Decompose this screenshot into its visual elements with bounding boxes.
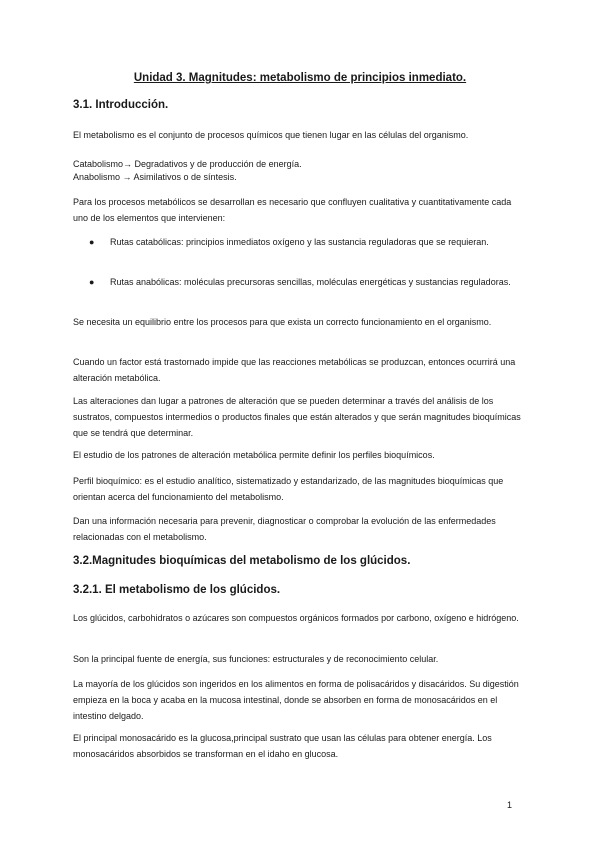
document-title: Unidad 3. Magnitudes: metabolismo de principios inmediato. [133,72,467,84]
line-catabolismo: Catabolismo→ Degradativos y de producción de energía. [73,159,302,169]
paragraph-procesos: Para los procesos metabólicos se desarrollan es necesario que confluyen cualitativa y cuantitativamente cada uno de los elementos que intervienen: [73,197,512,223]
paragraph-factor: Cuando un factor está trastornado impide que las reacciones metabólicas se produzcan, entonces ocurrirá una alteración metabólica. [73,357,516,383]
line-anabolismo: Anabolismo → Asimilativos o de síntesis. [73,172,237,182]
bullet-marker: ● [89,277,95,287]
list-item: Rutas anabólicas: moléculas precursoras sencillas, moléculas energéticas y sustancias reguladoras. [110,277,511,287]
paragraph-glucidos: Los glúcidos, carbohidratos o azúcares son compuestos orgánicos formados por carbono, oxígeno e hidrógeno. [73,613,519,623]
paragraph-glucosa: El principal monosacárido es la glucosa,principal sustrato que usan las células para obtener energía. Los monosacáridos absorbidos se transforman en el idaho en glucosa. [73,733,492,759]
paragraph-metabolismo: El metabolismo es el conjunto de procesos químicos que tienen lugar en las células del organismo. [73,130,469,140]
section-heading-3-1: 3.1. Introducción. [73,99,169,111]
bullet-marker: ● [89,237,95,247]
page-number: 1 [507,800,513,810]
section-heading-3-2: 3.2.Magnitudes bioquímicas del metabolismo de los glúcidos. [73,555,411,567]
paragraph-equilibrio: Se necesita un equilibrio entre los procesos para que exista un correcto funcionamiento en el organismo. [73,317,492,327]
list-item: Rutas catabólicas: principios inmediatos oxígeno y las sustancia reguladoras que se requieran. [110,237,489,247]
paragraph-fuente: Son la principal fuente de energía, sus funciones: estructurales y de reconocimiento celular. [73,654,439,664]
paragraph-estudio: El estudio de los patrones de alteración metabólica permite definir los perfiles bioquímicos. [73,450,435,460]
paragraph-alteraciones: Las alteraciones dan lugar a patrones de alteración que se pueden determinar a través del análisis de los sustratos, compuestos intermedios o productos finales que están alterados y que serán magnitudes bioquímicas que se tendrá que determinar. [73,396,521,438]
paragraph-mayoria: La mayoría de los glúcidos son ingeridos en los alimentos en forma de polisacáridos y disacáridos. Su digestión empieza en la boca y acaba en la mucosa intestinal, donde se absorben en forma de monosacáridos en el intestino delgado. [73,679,519,721]
paragraph-informacion: Dan una información necesaria para prevenir, diagnosticar o comprobar la evolución de las enfermedades relacionadas con el metabolismo. [73,516,496,542]
paragraph-perfil: Perfil bioquímico: es el estudio analítico, sistematizado y estandarizado, de las magnitudes bioquímicas que orientan acerca del funcionamiento del metabolismo. [73,476,504,502]
section-heading-3-2-1: 3.2.1. El metabolismo de los glúcidos. [73,584,281,596]
